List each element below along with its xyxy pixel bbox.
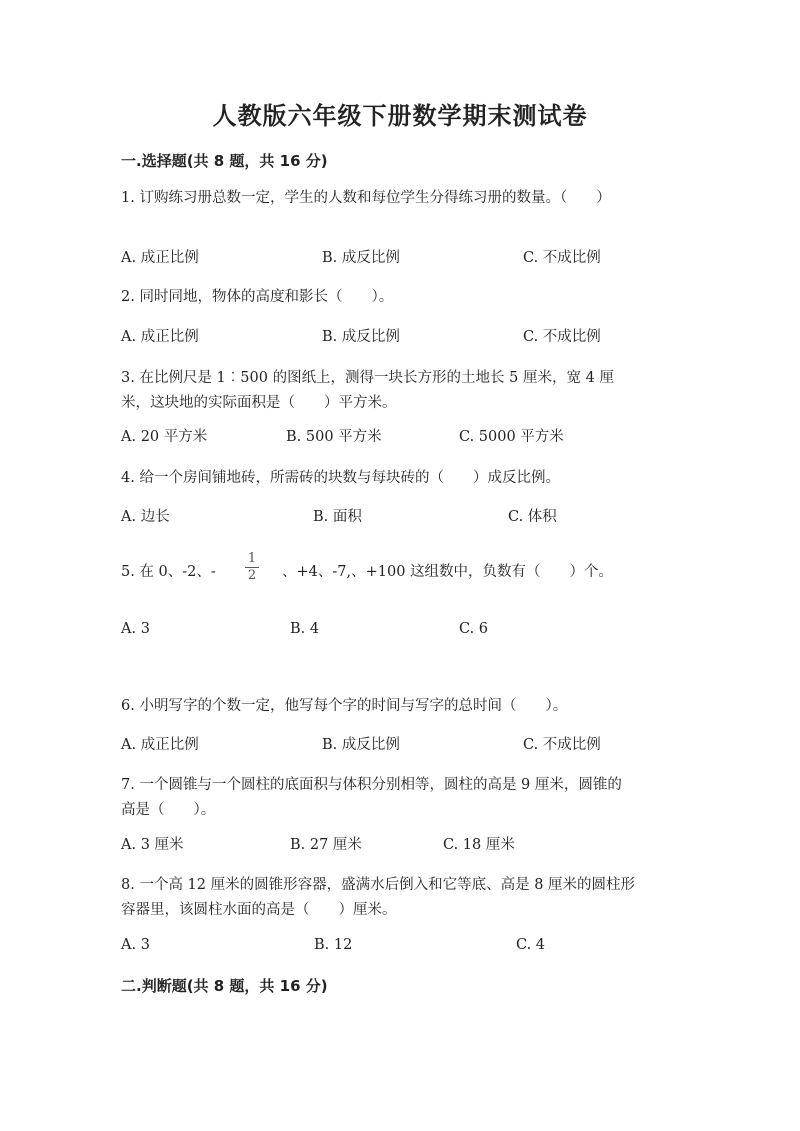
option-b: B. 12 <box>314 937 353 953</box>
option-b: B. 27 厘米 <box>290 837 362 853</box>
question-text: 2. 同时同地，物体的高度和影长（ ）。 <box>121 289 394 305</box>
option-c: C. 不成比例 <box>523 737 601 753</box>
fraction-numerator: 1 <box>247 551 257 566</box>
option-a: A. 3 <box>121 937 150 953</box>
option-b: B. 成反比例 <box>322 737 400 753</box>
question-text: 1. 订购练习册总数一定，学生的人数和每位学生分得练习册的数量。（ ） <box>121 190 611 206</box>
option-c: C. 体积 <box>508 509 557 525</box>
option-b: B. 4 <box>290 621 320 637</box>
question-5-suffix <box>282 560 682 585</box>
option-b: B. 成反比例 <box>322 329 400 345</box>
option-c: C. 4 <box>516 937 546 953</box>
question-4 <box>121 466 681 491</box>
option-a: A. 边长 <box>121 509 170 525</box>
option-a: A. 成正比例 <box>121 329 199 345</box>
option-a: A. 成正比例 <box>121 250 199 266</box>
question-text-prefix: 5. 在 0、-2、- <box>121 564 216 580</box>
question-7 <box>121 773 681 823</box>
question-text-suffix: 、+4、-7,、+100 这组数中，负数有（ ）个。 <box>282 564 614 580</box>
option-c: C. 18 厘米 <box>443 837 515 853</box>
option-a: A. 成正比例 <box>121 737 199 753</box>
option-b: B. 成反比例 <box>322 250 400 266</box>
option-c: C. 6 <box>459 621 489 637</box>
question-text: 3. 在比例尺是 1︰500 的图纸上，测得一块长方形的土地长 5 厘米，宽 4 厘 <box>121 370 614 386</box>
option-b: B. 500 平方米 <box>286 429 382 445</box>
section-heading-judgment: 二.判断题(共 8 题，共 16 分) <box>121 977 328 995</box>
question-6 <box>121 694 681 719</box>
question-8 <box>121 873 681 923</box>
question-text: 高是（ ）。 <box>121 802 216 818</box>
fraction-one-half <box>245 552 259 583</box>
option-a: A. 3 <box>121 621 150 637</box>
fraction-denominator: 2 <box>247 568 257 583</box>
question-text: 米，这块地的实际面积是（ ）平方米。 <box>121 395 397 411</box>
question-text: 容器里，该圆柱水面的高是（ ）厘米。 <box>121 902 397 918</box>
question-text: 6. 小明写字的个数一定，他写每个字的时间与写字的总时间（ ）。 <box>121 698 568 714</box>
option-a: A. 3 厘米 <box>121 837 184 853</box>
option-c: C. 不成比例 <box>523 250 601 266</box>
question-2 <box>121 285 681 310</box>
question-1 <box>121 186 681 211</box>
question-text: 4. 给一个房间铺地砖，所需砖的块数与每块砖的（ ）成反比例。 <box>121 470 560 486</box>
question-text: 8. 一个高 12 厘米的圆锥形容器，盛满水后倒入和它等底、高是 8 厘米的圆柱形 <box>121 877 636 893</box>
option-b: B. 面积 <box>313 509 362 525</box>
option-c: C. 不成比例 <box>523 329 601 345</box>
question-text: 7. 一个圆锥与一个圆柱的底面积与体积分别相等，圆柱的高是 9 厘米，圆锥的 <box>121 777 622 793</box>
option-c: C. 5000 平方米 <box>459 429 564 445</box>
section-heading-choice: 一.选择题(共 8 题，共 16 分) <box>121 152 328 170</box>
page-title: 人教版六年级下册数学期末测试卷 <box>212 102 588 130</box>
question-3 <box>121 366 681 416</box>
option-a: A. 20 平方米 <box>121 429 208 445</box>
